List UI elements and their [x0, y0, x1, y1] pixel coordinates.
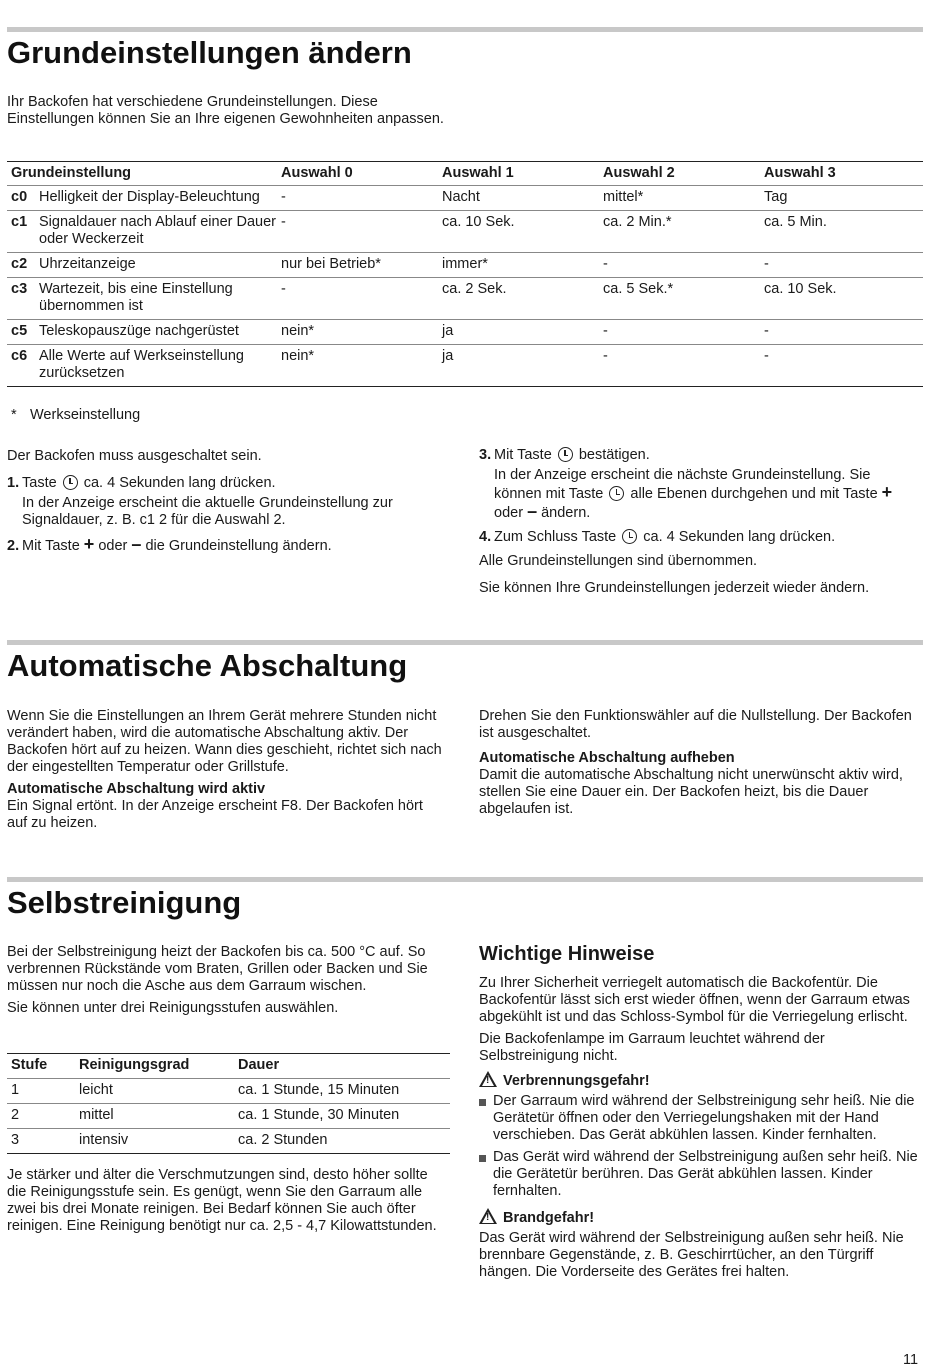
option-cell: immer*	[442, 256, 488, 272]
table-row	[7, 278, 923, 320]
paragraph: Zu Ihrer Sicherheit verriegelt automatisch die Backofentür. Die Backofentür lässt sich erst wieder öffnen, wenn der Garraum etwas abgekühlt ist und das Schloss-Symbol für die Verriegelung erlischt.	[479, 975, 910, 1025]
section-title-grundeinstellungen: Grundeinstellungen ändern	[7, 35, 412, 70]
paragraph: Ein Signal ertönt. In der Anzeige erscheint F8. Der Backofen hört auf zu heizen.	[7, 798, 423, 831]
option-cell: -	[281, 214, 286, 230]
step-2	[7, 536, 447, 555]
option-cell: nur bei Betrieb*	[281, 256, 381, 272]
step-note: In der Anzeige erscheint die aktuelle Grundeinstellung zur Signaldauer, z. B. c1 2 für die Auswahl 2.	[22, 495, 393, 528]
setting-name: Wartezeit, bis eine Einstellung übernommen ist	[39, 281, 233, 314]
table-cell: 3	[11, 1132, 20, 1148]
step-1	[7, 475, 447, 529]
option-cell: ja	[442, 348, 454, 364]
paragraph: Damit die automatische Abschaltung nicht unerwünscht aktiv wird, stellen Sie eine Dauer ein. Der Backofen heizt, bis die Dauer abgelaufen ist.	[479, 767, 903, 817]
option-cell: -	[281, 281, 286, 297]
step-note-text: oder	[494, 505, 524, 521]
paragraph: Je stärker und älter die Verschmutzungen sind, desto höher sollte die Reinigungsstufe sein. Es genügt, wenn Sie den Garraum alle zwei bis drei Monate reinigen. Bei Bedarf können Sie auch öfter reinigen. Eine Reinigung benötigt nur ca. 2,5 - 4,7 Kilowattstunden.	[7, 1167, 437, 1234]
column-header: Auswahl 2	[603, 165, 675, 181]
setting-code: c1	[11, 214, 28, 230]
settings-table	[7, 161, 923, 387]
paragraph: Die Backofenlampe im Garraum leuchtet während der Selbstreinigung nicht.	[479, 1031, 825, 1064]
subheading: Automatische Abschaltung aufheben	[479, 750, 735, 766]
section-title-abschaltung: Automatische Abschaltung	[7, 648, 408, 683]
setting-code: c6	[11, 348, 28, 364]
setting-name: Teleskopauszüge nachgerüstet	[39, 323, 239, 339]
setting-name: Helligkeit der Display-Beleuchtung	[39, 189, 260, 205]
column-header: Auswahl 0	[281, 165, 353, 181]
table-row	[7, 1104, 450, 1129]
table-row	[7, 211, 923, 253]
step-text: Mit Taste	[494, 447, 552, 463]
table-header-row	[7, 1054, 450, 1079]
list-item: Der Garraum wird während der Selbstreinigung sehr heiß. Nie die Gerätetür öffnen oder den Verriegelungshaken mit der Hand verschieben. Das Gerät abkühlen lassen. Kinder fernhalten.	[479, 1093, 919, 1144]
option-cell: ca. 10 Sek.	[764, 281, 837, 297]
option-cell: -	[603, 323, 608, 339]
warning-heading	[479, 1208, 919, 1227]
column-header: Grundeinstellung	[11, 165, 132, 181]
option-cell: nein*	[281, 348, 315, 364]
step-number: 4.	[479, 529, 492, 545]
clock-icon	[558, 447, 573, 462]
column-header: Auswahl 1	[442, 165, 514, 181]
option-cell: Tag	[764, 189, 788, 205]
step-text: Taste	[22, 475, 57, 491]
step-text: ca. 4 Sekunden lang drücken.	[643, 529, 836, 545]
minus-key-icon: –	[527, 501, 538, 521]
result-text: Alle Grundeinstellungen sind übernommen.	[479, 553, 758, 569]
column-header: Dauer	[238, 1057, 280, 1073]
table-cell: ca. 2 Stunden	[238, 1132, 328, 1148]
table-cell: 2	[11, 1107, 20, 1123]
option-cell: ca. 10 Sek.	[442, 214, 515, 230]
setting-code: c3	[11, 281, 28, 297]
table-cell: leicht	[79, 1082, 113, 1098]
option-cell: ca. 5 Sek.*	[603, 281, 674, 297]
footnote-mark: *	[11, 407, 17, 423]
setting-code: c2	[11, 256, 28, 272]
step-4	[479, 529, 919, 546]
table-header-row	[7, 162, 923, 186]
section-rule	[7, 877, 923, 882]
warning-icon	[479, 1208, 497, 1224]
option-cell: ca. 2 Sek.	[442, 281, 507, 297]
option-cell: -	[764, 348, 769, 364]
step-text: ca. 4 Sekunden lang drücken.	[83, 475, 276, 491]
table-row	[7, 345, 923, 387]
paragraph: Das Gerät wird während der Selbstreinigung außen sehr heiß. Nie brennbare Gegenstände, z. B. Geschirrtücher, an den Türgriff hängen. Die Vorderseite des Gerätes frei halten.	[479, 1230, 904, 1280]
table-footnote	[11, 407, 140, 424]
step-note	[479, 467, 919, 522]
table-row	[7, 253, 923, 278]
paragraph: Sie können unter drei Reinigungsstufen auswählen.	[7, 1000, 339, 1016]
step-note-text: ändern.	[541, 505, 591, 521]
clock-icon	[622, 529, 637, 544]
closing-text: Sie können Ihre Grundeinstellungen jederzeit wieder ändern.	[479, 580, 870, 596]
footnote-text: Werkseinstellung	[30, 407, 141, 423]
column-header: Reinigungsgrad	[79, 1057, 190, 1073]
step-text: die Grundeinstellung ändern.	[145, 538, 332, 554]
plus-key-icon: +	[83, 534, 95, 554]
hints-heading: Wichtige Hinweise	[479, 943, 655, 965]
option-cell: -	[281, 189, 286, 205]
cleaning-levels-table	[7, 1053, 450, 1154]
option-cell: -	[603, 348, 608, 364]
table-cell: intensiv	[79, 1132, 129, 1148]
minus-key-icon: –	[131, 534, 142, 554]
step-note-text: In der Anzeige erscheint die nächste Grundeinstellung. Sie können mit Taste	[494, 467, 871, 502]
paragraph: Wenn Sie die Einstellungen an Ihrem Gerät mehrere Stunden nicht verändert haben, wird die automatische Abschaltung aktiv. Der Backofen hört auf zu heizen. Wann dies geschieht, richtet sich nach der eingestellten Temperatur oder Grillstufe.	[7, 708, 442, 775]
option-cell: Nacht	[442, 189, 480, 205]
table-cell: ca. 1 Stunde, 30 Minuten	[238, 1107, 400, 1123]
step-note-text: alle Ebenen durchgehen und mit Taste	[630, 486, 878, 502]
selbstreinigung-intro	[7, 944, 449, 1017]
warning-heading	[479, 1071, 919, 1090]
option-cell: ca. 5 Min.	[764, 214, 827, 230]
clock-icon	[609, 486, 624, 501]
option-cell: ja	[442, 323, 454, 339]
option-cell: -	[764, 256, 769, 272]
step-3	[479, 447, 919, 522]
step-number: 1.	[7, 475, 20, 491]
list-item: Das Gerät wird während der Selbstreinigung außen sehr heiß. Nie die Gerätetür berühren. Das Gerät abkühlen lassen. Kinder fernhalten.	[479, 1149, 919, 1200]
step-text: Mit Taste	[22, 538, 80, 554]
setting-code: c0	[11, 189, 28, 205]
abschaltung-left-column	[7, 708, 447, 832]
setting-name: Signaldauer nach Ablauf einer Dauer oder Weckerzeit	[39, 214, 276, 247]
clock-icon	[63, 475, 78, 490]
warning-icon	[479, 1071, 497, 1087]
step-text: oder	[98, 538, 128, 554]
abschaltung-right-column	[479, 708, 924, 818]
step-number: 3.	[479, 447, 492, 463]
option-cell: nein*	[281, 323, 315, 339]
paragraph: Drehen Sie den Funktionswähler auf die Nullstellung. Der Backofen ist ausgeschaltet.	[479, 708, 912, 741]
setting-code: c5	[11, 323, 28, 339]
step-text: bestätigen.	[578, 447, 650, 463]
section-title-selbstreinigung: Selbstreinigung	[7, 885, 242, 920]
table-row	[7, 1129, 450, 1154]
table-row	[7, 1079, 450, 1104]
intro-text: Ihr Backofen hat verschiedene Grundeinstellungen. Diese Einstellungen können Sie an Ihre eigenen Gewohnheiten anpassen.	[7, 94, 444, 127]
step-text: Zum Schluss Taste	[494, 529, 617, 545]
subheading: Automatische Abschaltung wird aktiv	[7, 781, 266, 797]
precondition-text: Der Backofen muss ausgeschaltet sein.	[7, 448, 262, 464]
option-cell: mittel*	[603, 189, 644, 205]
hints-column	[479, 975, 919, 1281]
option-cell: -	[764, 323, 769, 339]
setting-name: Alle Werte auf Werkseinstellung zurücksetzen	[39, 348, 244, 381]
table-row	[7, 320, 923, 345]
option-cell: -	[603, 256, 608, 272]
table-cell: 1	[11, 1082, 20, 1098]
plus-key-icon: +	[881, 482, 893, 502]
setting-name: Uhrzeitanzeige	[39, 256, 136, 272]
option-cell: ca. 2 Min.*	[603, 214, 672, 230]
table-cell: mittel	[79, 1107, 114, 1123]
warning-title: Verbrennungsgefahr!	[503, 1073, 650, 1089]
table-cell: ca. 1 Stunde, 15 Minuten	[238, 1082, 400, 1098]
warning-title: Brandgefahr!	[503, 1210, 595, 1226]
table-row	[7, 186, 923, 211]
section-rule	[7, 640, 923, 645]
paragraph: Bei der Selbstreinigung heizt der Backofen bis ca. 500 °C auf. So verbrennen Rückstände vom Braten, Grillen oder Backen und Sie müssen nur noch die Asche aus dem Garraum wischen.	[7, 944, 428, 994]
page-number: 11	[903, 1352, 919, 1368]
step-number: 2.	[7, 538, 20, 554]
section-rule	[7, 27, 923, 32]
column-header: Auswahl 3	[764, 165, 836, 181]
column-header: Stufe	[11, 1057, 48, 1073]
